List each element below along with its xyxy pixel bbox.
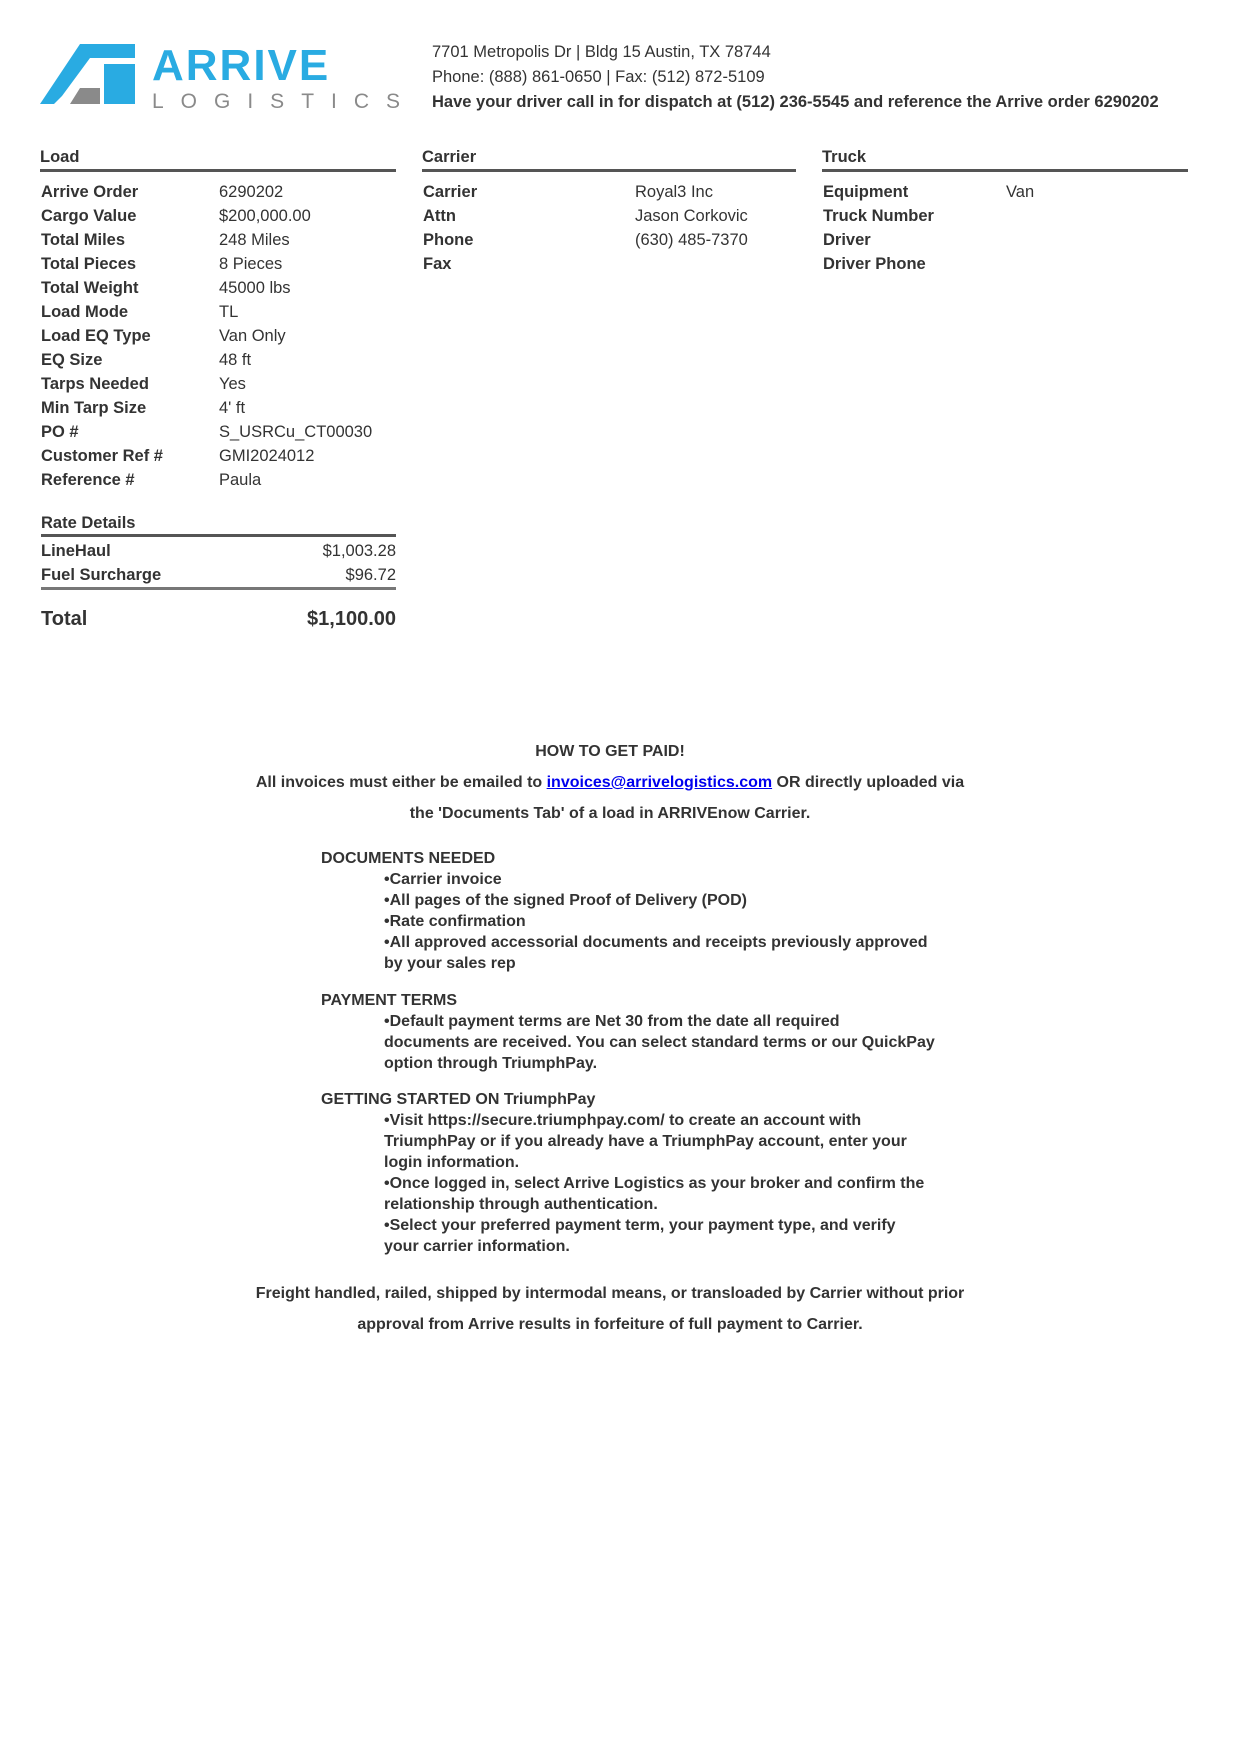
arrive-logistics-logo xyxy=(40,44,410,112)
load-field-value: GMI2024012 xyxy=(219,447,315,465)
payment-terms-section xyxy=(321,990,981,1074)
invoice-instruction-pre: All invoices must either be emailed to xyxy=(255,774,547,791)
load-field-row xyxy=(41,204,396,228)
getting-started-line xyxy=(384,1110,981,1131)
load-field-label: Customer Ref # xyxy=(41,447,163,465)
load-section xyxy=(40,148,396,492)
load-field-value: 8 Pieces xyxy=(219,255,283,273)
load-field-label: Load EQ Type xyxy=(41,327,151,345)
getting-started-text: Once logged in, select Arrive Logistics as your broker and confirm the xyxy=(389,1175,925,1192)
load-field-row xyxy=(41,228,396,252)
carrier-field-label: Carrier xyxy=(423,183,478,201)
carrier-field-row xyxy=(423,204,796,228)
carrier-field-label: Fax xyxy=(423,255,452,273)
payment-terms-text: Default payment terms are Net 30 from the date all required xyxy=(389,1013,840,1030)
getting-started-line xyxy=(384,1215,981,1236)
getting-started-line: your carrier information. xyxy=(384,1238,570,1255)
getting-started-line: relationship through authentication. xyxy=(384,1196,658,1213)
doc-item-text: Rate confirmation xyxy=(389,913,526,930)
doc-item-text: Carrier invoice xyxy=(389,871,502,888)
load-field-label: EQ Size xyxy=(41,351,103,369)
load-field-value: 6290202 xyxy=(219,183,284,201)
bullet-icon: • xyxy=(384,1175,390,1192)
bullet-icon: • xyxy=(384,1217,390,1234)
load-field-value: TL xyxy=(219,303,239,321)
getting-started-text: Visit https://secure.triumphpay.com/ to create an account with xyxy=(389,1112,862,1129)
bullet-icon: • xyxy=(384,913,390,930)
forfeiture-disclaimer xyxy=(240,1278,980,1340)
carrier-field-row xyxy=(423,252,796,276)
carrier-field-value: Royal3 Inc xyxy=(635,183,713,201)
documents-needed-title: DOCUMENTS NEEDED xyxy=(321,850,496,867)
load-field-row xyxy=(41,324,396,348)
load-field-value: $200,000.00 xyxy=(219,207,311,225)
payment-terms-line: option through TriumphPay. xyxy=(384,1055,598,1072)
load-field-value: Paula xyxy=(219,471,262,489)
load-field-row xyxy=(41,372,396,396)
total-value: $1,100.00 xyxy=(307,608,396,630)
doc-item xyxy=(384,869,981,890)
logo-subword: LOGISTICS xyxy=(152,90,410,112)
payment-terms-line: documents are received. You can select standard terms or our QuickPay xyxy=(384,1034,935,1051)
bullet-icon: • xyxy=(384,871,390,888)
carrier-details-list xyxy=(422,180,796,276)
carrier-section xyxy=(422,148,796,276)
address-line: 7701 Metropolis Dr | Bldg 15 Austin, TX 78744 xyxy=(432,43,771,61)
rate-line-item xyxy=(41,563,396,587)
rate-line-label: LineHaul xyxy=(41,542,111,560)
truck-field-row xyxy=(823,228,1188,252)
load-field-row xyxy=(41,348,396,372)
getting-started-line: login information. xyxy=(384,1154,520,1171)
documents-tab-line: the 'Documents Tab' of a load in ARRIVEnow Carrier. xyxy=(409,805,811,822)
doc-item-text: All pages of the signed Proof of Delivery (POD) xyxy=(389,892,747,909)
doc-item xyxy=(384,890,981,911)
bullet-icon: • xyxy=(384,892,390,909)
rate-line-label: Fuel Surcharge xyxy=(41,566,162,584)
getting-started-section xyxy=(321,1089,981,1257)
load-field-row xyxy=(41,180,396,204)
load-field-value: 4' ft xyxy=(219,399,246,417)
load-field-label: Reference # xyxy=(41,471,135,489)
getting-started-text: Select your preferred payment term, your payment type, and verify xyxy=(389,1217,896,1234)
truck-field-row xyxy=(823,204,1188,228)
rate-details-section xyxy=(41,514,396,631)
load-field-value: 45000 lbs xyxy=(219,279,291,297)
load-field-value: 248 Miles xyxy=(219,231,290,249)
load-field-value: Van Only xyxy=(219,327,286,345)
truck-field-value: Van xyxy=(1006,183,1035,201)
load-field-label: Tarps Needed xyxy=(41,375,149,393)
load-field-label: Total Miles xyxy=(41,231,126,249)
bullet-icon: • xyxy=(384,1013,390,1030)
load-field-value: S_USRCu_CT00030 xyxy=(219,423,373,441)
load-field-label: PO # xyxy=(41,423,79,441)
carrier-field-value: Jason Corkovic xyxy=(635,207,748,225)
load-field-row xyxy=(41,276,396,300)
payment-terms-title: PAYMENT TERMS xyxy=(321,992,458,1009)
doc-item-text: All approved accessorial documents and receipts previously approved xyxy=(389,934,928,951)
load-field-row xyxy=(41,396,396,420)
doc-item-tail: by your sales rep xyxy=(384,955,516,972)
truck-field-row xyxy=(823,180,1188,204)
company-address-block xyxy=(432,40,1159,115)
how-to-get-paid-block xyxy=(240,736,980,829)
load-field-row xyxy=(41,468,396,492)
load-field-row xyxy=(41,444,396,468)
payment-terms-line xyxy=(384,1011,981,1032)
logo-word: ARRIVE xyxy=(152,44,331,90)
load-section-title: Load xyxy=(40,148,396,172)
load-field-label: Arrive Order xyxy=(41,183,139,201)
carrier-field-row xyxy=(423,228,796,252)
phone-fax-line: Phone: (888) 861-0650 | Fax: (512) 872-5109 xyxy=(432,68,765,86)
truck-field-label: Driver xyxy=(823,231,871,249)
total-label: Total xyxy=(41,608,88,630)
truck-field-label: Truck Number xyxy=(823,207,934,225)
carrier-field-label: Attn xyxy=(423,207,456,225)
how-to-get-paid-title: HOW TO GET PAID! xyxy=(535,743,685,760)
truck-details-list xyxy=(822,180,1188,276)
total-row xyxy=(41,608,396,631)
load-field-label: Min Tarp Size xyxy=(41,399,147,417)
bullet-icon: • xyxy=(384,934,390,951)
invoice-instruction-post: OR directly uploaded via xyxy=(772,774,965,791)
documents-needed-section xyxy=(321,848,981,974)
invoices-email-link[interactable]: invoices@arrivelogistics.com xyxy=(546,774,773,791)
carrier-field-value: (630) 485-7370 xyxy=(635,231,748,249)
truck-field-label: Driver Phone xyxy=(823,255,926,273)
bullet-icon: • xyxy=(384,1112,390,1129)
doc-item xyxy=(384,932,981,953)
load-field-label: Total Pieces xyxy=(41,255,137,273)
truck-section xyxy=(822,148,1188,276)
truck-field-label: Equipment xyxy=(823,183,909,201)
load-details-list xyxy=(40,180,396,492)
invoice-instruction-line xyxy=(240,767,980,798)
load-field-label: Total Weight xyxy=(41,279,139,297)
getting-started-line: TriumphPay or if you already have a TriumphPay account, enter your xyxy=(384,1133,907,1150)
carrier-field-row xyxy=(423,180,796,204)
logo-mark xyxy=(40,44,410,112)
load-field-value: Yes xyxy=(219,375,246,393)
load-field-row xyxy=(41,420,396,444)
carrier-section-title: Carrier xyxy=(422,148,796,172)
load-field-label: Cargo Value xyxy=(41,207,137,225)
rate-line-amount: $96.72 xyxy=(345,566,396,584)
dispatch-instruction: Have your driver call in for dispatch at (512) 236-5545 and reference the Arrive order 6290202 xyxy=(432,93,1159,111)
carrier-field-label: Phone xyxy=(423,231,474,249)
rate-line-amount: $1,003.28 xyxy=(322,542,396,560)
getting-started-title: GETTING STARTED ON TriumphPay xyxy=(321,1091,596,1108)
disclaimer-line: approval from Arrive results in forfeiture of full payment to Carrier. xyxy=(357,1316,863,1333)
truck-section-title: Truck xyxy=(822,148,1188,172)
getting-started-line xyxy=(384,1173,981,1194)
load-field-label: Load Mode xyxy=(41,303,129,321)
rate-line-items xyxy=(41,537,396,590)
truck-field-row xyxy=(823,252,1188,276)
load-field-value: 48 ft xyxy=(219,351,252,369)
disclaimer-line: Freight handled, railed, shipped by intermodal means, or transloaded by Carrier without prior xyxy=(255,1285,965,1302)
doc-item xyxy=(384,911,981,932)
rate-line-item xyxy=(41,539,396,563)
load-field-row xyxy=(41,300,396,324)
rate-details-title: Rate Details xyxy=(41,514,396,537)
load-field-row xyxy=(41,252,396,276)
